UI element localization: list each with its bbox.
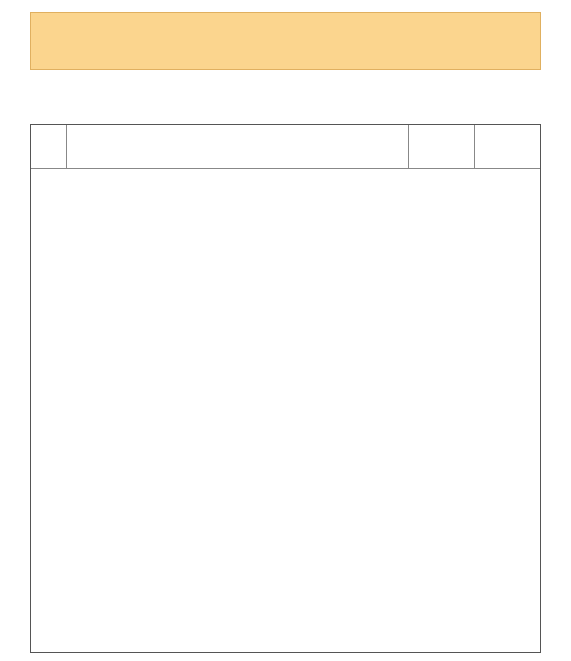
header-banner	[30, 12, 541, 70]
header-marque	[475, 125, 542, 168]
header-campo	[67, 125, 409, 168]
header-code-cell	[31, 125, 67, 168]
intervention-fields-table	[30, 124, 541, 653]
table-header-row	[31, 125, 540, 169]
header-categoria	[409, 125, 475, 168]
